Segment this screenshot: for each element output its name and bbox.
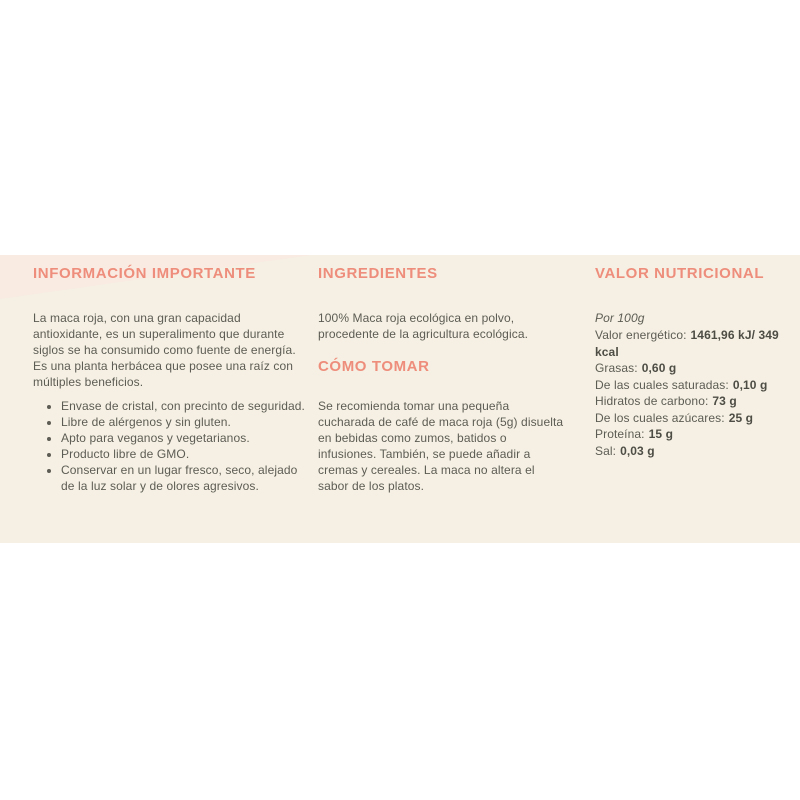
nutrition-value: 73 g bbox=[712, 394, 737, 408]
list-item: • Conservar en un lugar fresco, seco, alejado de la luz solar y de olores agresivos. bbox=[61, 462, 305, 494]
nutrition-label: Sal: bbox=[595, 443, 617, 458]
important-info-list bbox=[33, 398, 305, 494]
important-info-paragraph: La maca roja, con una gran capacidad antioxidante, es un superalimento que durante siglos se ha consumido como fuente de energía. Es una planta herbácea que posee una raíz con múltiples beneficios. bbox=[33, 311, 296, 389]
nutrition-value: 15 g bbox=[648, 427, 674, 441]
nutrition-label: De los cuales azúcares: bbox=[595, 410, 725, 425]
list-item: • Producto libre de GMO. bbox=[61, 446, 305, 462]
how-to-take-paragraph: Se recomienda tomar una pequeña cucharada de café de maca roja (5g) disuelta en bebidas como zumos, batidos o infusiones. También, se puede añadir a cremas y cereales. La maca no altera el sabor de los platos. bbox=[318, 399, 564, 493]
nutrition-row bbox=[595, 426, 795, 443]
list-item: • Libre de alérgenos y sin gluten. bbox=[61, 414, 305, 430]
important-info-heading: INFORMACIÓN IMPORTANTE bbox=[33, 265, 256, 282]
list-item: • Apto para veganos y vegetarianos. bbox=[61, 430, 305, 446]
nutrition-serving-note: Por 100g bbox=[595, 311, 645, 325]
nutrition-label: De las cuales saturadas: bbox=[595, 377, 729, 392]
nutrition-value: 0,10 g bbox=[732, 377, 768, 392]
product-info-panel bbox=[0, 255, 800, 543]
ingredients-paragraph: 100% Maca roja ecológica en polvo, procedente de la agricultura ecológica. bbox=[318, 311, 529, 341]
nutrition-label: Proteína: bbox=[595, 427, 645, 441]
nutrition-heading: VALOR NUTRICIONAL bbox=[595, 265, 765, 282]
nutrition-row bbox=[595, 393, 795, 410]
nutrition-label: Valor energético: bbox=[595, 328, 687, 342]
important-info-column bbox=[33, 266, 305, 494]
nutrition-row bbox=[595, 327, 795, 360]
nutrition-label: Grasas: bbox=[595, 361, 638, 375]
nutrition-column bbox=[595, 266, 795, 459]
nutrition-row bbox=[595, 443, 795, 460]
ingredients-column bbox=[318, 266, 566, 494]
nutrition-label: Hidratos de carbono: bbox=[595, 394, 709, 408]
nutrition-row bbox=[595, 360, 795, 377]
list-item: • Envase de cristal, con precinto de seguridad. bbox=[61, 398, 305, 414]
how-to-take-heading: CÓMO TOMAR bbox=[318, 358, 430, 375]
nutrition-value: 0,03 g bbox=[620, 443, 655, 458]
nutrition-value: 1461,96 kJ/ 349 kcal bbox=[595, 328, 779, 359]
nutrition-row bbox=[595, 377, 795, 394]
nutrition-row bbox=[595, 410, 795, 427]
nutrition-value: 25 g bbox=[728, 410, 754, 425]
ingredients-heading: INGREDIENTES bbox=[318, 265, 438, 282]
nutrition-value: 0,60 g bbox=[641, 361, 677, 375]
